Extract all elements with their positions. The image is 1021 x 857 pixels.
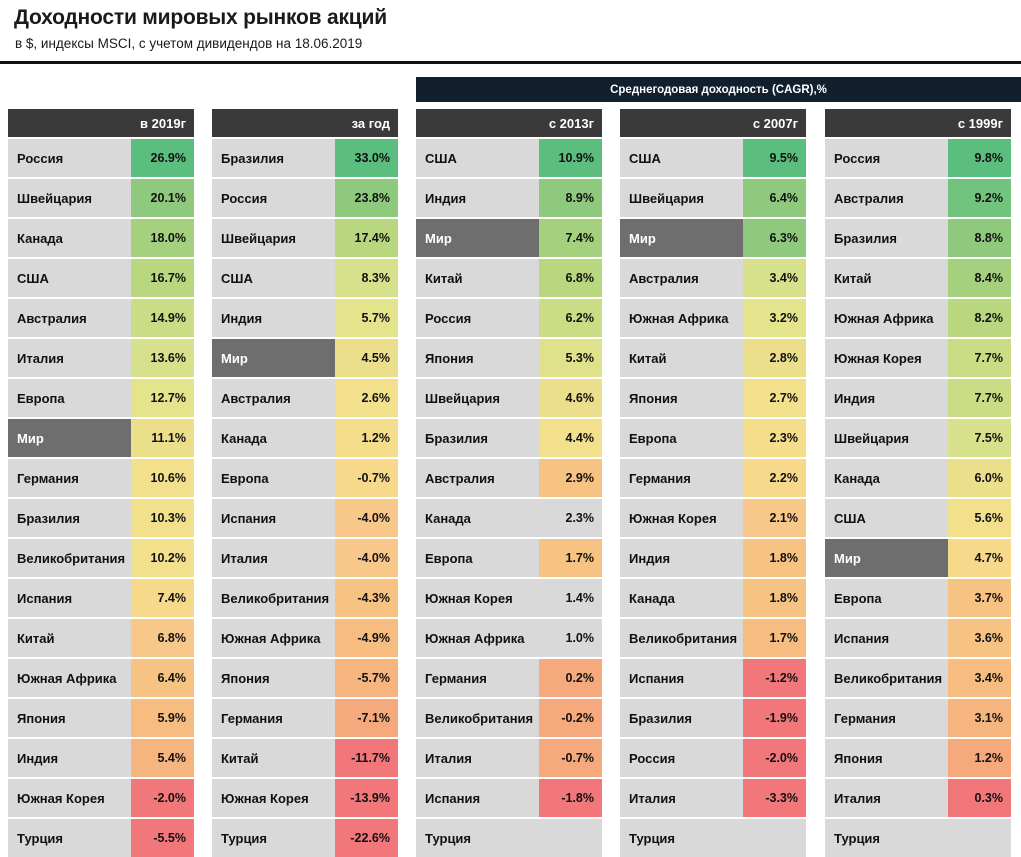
country-label: Великобритания bbox=[825, 659, 948, 697]
return-value: 0.3% bbox=[948, 779, 1011, 817]
table-row bbox=[212, 299, 398, 337]
return-value: 6.3% bbox=[743, 219, 806, 257]
country-label: Канада bbox=[620, 579, 743, 617]
country-label: Индия bbox=[212, 299, 335, 337]
table-row bbox=[825, 459, 1011, 497]
table-row bbox=[825, 379, 1011, 417]
table-row bbox=[825, 139, 1011, 177]
table-row bbox=[825, 539, 1011, 577]
table-row bbox=[825, 819, 1011, 857]
table-row bbox=[416, 659, 602, 697]
return-value: 5.9% bbox=[131, 699, 194, 737]
return-value: 10.6% bbox=[131, 459, 194, 497]
table-row bbox=[416, 139, 602, 177]
country-label: США bbox=[8, 259, 131, 297]
return-value: -4.3% bbox=[335, 579, 398, 617]
country-label: Турция bbox=[416, 819, 539, 857]
table-row bbox=[212, 779, 398, 817]
country-label: Испания bbox=[825, 619, 948, 657]
country-label: Индия bbox=[620, 539, 743, 577]
return-value: 1.2% bbox=[948, 739, 1011, 777]
table-row bbox=[825, 659, 1011, 697]
table-row bbox=[416, 179, 602, 217]
table-row bbox=[8, 739, 194, 777]
country-label: Бразилия bbox=[212, 139, 335, 177]
table-row bbox=[620, 459, 806, 497]
return-value: 7.4% bbox=[131, 579, 194, 617]
return-value: 5.4% bbox=[131, 739, 194, 777]
return-value: 23.8% bbox=[335, 179, 398, 217]
return-value: 1.0% bbox=[539, 619, 602, 657]
country-label: Китай bbox=[416, 259, 539, 297]
country-label: Бразилия bbox=[8, 499, 131, 537]
table-row bbox=[620, 379, 806, 417]
table-row bbox=[825, 579, 1011, 617]
table-row bbox=[620, 819, 806, 857]
table-row bbox=[620, 339, 806, 377]
return-value: 6.0% bbox=[948, 459, 1011, 497]
return-value: 26.9% bbox=[131, 139, 194, 177]
column-header: с 1999г bbox=[825, 109, 1011, 137]
page-title: Доходности мировых рынков акций bbox=[14, 6, 387, 29]
return-value bbox=[539, 819, 602, 857]
table-row bbox=[416, 499, 602, 537]
return-value bbox=[743, 819, 806, 857]
table-row bbox=[620, 699, 806, 737]
country-label: Китай bbox=[212, 739, 335, 777]
country-label: Россия bbox=[620, 739, 743, 777]
table-row bbox=[620, 499, 806, 537]
return-value: -1.2% bbox=[743, 659, 806, 697]
column-rows bbox=[8, 139, 194, 857]
country-label: Мир bbox=[620, 219, 743, 257]
country-label: Япония bbox=[825, 739, 948, 777]
country-label: Австралия bbox=[416, 459, 539, 497]
column-header: с 2013г bbox=[416, 109, 602, 137]
return-value: -11.7% bbox=[335, 739, 398, 777]
table-row bbox=[8, 299, 194, 337]
table-row bbox=[8, 179, 194, 217]
column-since-2013 bbox=[416, 109, 602, 857]
country-label: Канада bbox=[8, 219, 131, 257]
return-value: -22.6% bbox=[335, 819, 398, 857]
country-label: Австралия bbox=[620, 259, 743, 297]
table-row bbox=[825, 739, 1011, 777]
table-row bbox=[212, 339, 398, 377]
table-row bbox=[620, 579, 806, 617]
table-row bbox=[620, 419, 806, 457]
return-value: -5.7% bbox=[335, 659, 398, 697]
country-label: Италия bbox=[620, 779, 743, 817]
return-value: -4.0% bbox=[335, 539, 398, 577]
table-row bbox=[8, 579, 194, 617]
return-value: 6.4% bbox=[743, 179, 806, 217]
return-value: 1.2% bbox=[335, 419, 398, 457]
return-value: -2.0% bbox=[743, 739, 806, 777]
table-row bbox=[8, 699, 194, 737]
column-header: с 2007г bbox=[620, 109, 806, 137]
country-label: Испания bbox=[8, 579, 131, 617]
table-row bbox=[212, 139, 398, 177]
country-label: Южная Корея bbox=[416, 579, 539, 617]
table-row bbox=[825, 699, 1011, 737]
country-label: Италия bbox=[212, 539, 335, 577]
return-value: -2.0% bbox=[131, 779, 194, 817]
country-label: Австралия bbox=[825, 179, 948, 217]
country-label: Япония bbox=[620, 379, 743, 417]
return-value: 7.5% bbox=[948, 419, 1011, 457]
country-label: Бразилия bbox=[416, 419, 539, 457]
country-label: Швейцария bbox=[620, 179, 743, 217]
return-value: -7.1% bbox=[335, 699, 398, 737]
country-label: Канада bbox=[416, 499, 539, 537]
return-value: 9.2% bbox=[948, 179, 1011, 217]
country-label: Турция bbox=[825, 819, 948, 857]
table-row bbox=[8, 499, 194, 537]
country-label: Турция bbox=[620, 819, 743, 857]
country-label: Германия bbox=[212, 699, 335, 737]
return-value: 4.6% bbox=[539, 379, 602, 417]
return-value: 1.7% bbox=[743, 619, 806, 657]
page-subtitle: в $, индексы MSCI, с учетом дивидендов на 18.06.2019 bbox=[15, 36, 363, 51]
country-label: Швейцария bbox=[212, 219, 335, 257]
return-value: 3.7% bbox=[948, 579, 1011, 617]
table-row bbox=[416, 299, 602, 337]
return-value: 8.3% bbox=[335, 259, 398, 297]
table-row bbox=[825, 619, 1011, 657]
return-value: 7.4% bbox=[539, 219, 602, 257]
country-label: Германия bbox=[620, 459, 743, 497]
country-label: Европа bbox=[825, 579, 948, 617]
country-label: США bbox=[620, 139, 743, 177]
country-label: Индия bbox=[8, 739, 131, 777]
table-row bbox=[416, 419, 602, 457]
country-label: Южная Африка bbox=[416, 619, 539, 657]
return-value: 8.4% bbox=[948, 259, 1011, 297]
return-value: 16.7% bbox=[131, 259, 194, 297]
country-label: Италия bbox=[825, 779, 948, 817]
country-label: Мир bbox=[416, 219, 539, 257]
country-label: Швейцария bbox=[825, 419, 948, 457]
return-value: 3.6% bbox=[948, 619, 1011, 657]
table-row bbox=[8, 139, 194, 177]
country-label: Китай bbox=[620, 339, 743, 377]
return-value: 4.5% bbox=[335, 339, 398, 377]
country-label: Южная Африка bbox=[212, 619, 335, 657]
table-row bbox=[8, 539, 194, 577]
table-row bbox=[416, 819, 602, 857]
country-label: Канада bbox=[212, 419, 335, 457]
return-value: 3.1% bbox=[948, 699, 1011, 737]
table-row bbox=[8, 619, 194, 657]
table-row bbox=[212, 379, 398, 417]
table-row bbox=[8, 339, 194, 377]
table-row bbox=[825, 219, 1011, 257]
table-row bbox=[620, 139, 806, 177]
table-row bbox=[416, 539, 602, 577]
country-label: Турция bbox=[8, 819, 131, 857]
return-value: 9.8% bbox=[948, 139, 1011, 177]
table-row bbox=[620, 739, 806, 777]
column-rows bbox=[620, 139, 806, 857]
table-row bbox=[8, 419, 194, 457]
table-row bbox=[620, 659, 806, 697]
country-label: Европа bbox=[620, 419, 743, 457]
country-label: Австралия bbox=[212, 379, 335, 417]
column-header: за год bbox=[212, 109, 398, 137]
return-value: 17.4% bbox=[335, 219, 398, 257]
return-value: 13.6% bbox=[131, 339, 194, 377]
country-label: Великобритания bbox=[620, 619, 743, 657]
country-label: Япония bbox=[8, 699, 131, 737]
return-value: 10.2% bbox=[131, 539, 194, 577]
table-row bbox=[212, 219, 398, 257]
country-label: Германия bbox=[8, 459, 131, 497]
country-label: Европа bbox=[8, 379, 131, 417]
return-value: 5.6% bbox=[948, 499, 1011, 537]
table-row bbox=[416, 579, 602, 617]
table-row bbox=[212, 579, 398, 617]
table-row bbox=[825, 259, 1011, 297]
table-row bbox=[416, 379, 602, 417]
table-row bbox=[416, 779, 602, 817]
country-label: Великобритания bbox=[8, 539, 131, 577]
country-label: Южная Корея bbox=[620, 499, 743, 537]
table-row bbox=[416, 619, 602, 657]
return-value: -4.9% bbox=[335, 619, 398, 657]
return-value: -0.7% bbox=[539, 739, 602, 777]
country-label: Италия bbox=[8, 339, 131, 377]
table-row bbox=[212, 739, 398, 777]
country-label: Южная Корея bbox=[212, 779, 335, 817]
country-label: Швейцария bbox=[8, 179, 131, 217]
return-value: 9.5% bbox=[743, 139, 806, 177]
table-row bbox=[825, 499, 1011, 537]
table-row bbox=[416, 259, 602, 297]
country-label: Россия bbox=[212, 179, 335, 217]
return-value: 6.2% bbox=[539, 299, 602, 337]
country-label: Турция bbox=[212, 819, 335, 857]
table-row bbox=[212, 819, 398, 857]
return-value: 8.2% bbox=[948, 299, 1011, 337]
return-value: 5.7% bbox=[335, 299, 398, 337]
country-label: Великобритания bbox=[212, 579, 335, 617]
return-value: 4.7% bbox=[948, 539, 1011, 577]
table-row bbox=[620, 219, 806, 257]
return-value: 10.9% bbox=[539, 139, 602, 177]
return-value: -1.9% bbox=[743, 699, 806, 737]
cagr-band-label: Среднегодовая доходность (CAGR),% bbox=[416, 77, 1021, 102]
return-value: 5.3% bbox=[539, 339, 602, 377]
country-label: Германия bbox=[825, 699, 948, 737]
return-value: 7.7% bbox=[948, 339, 1011, 377]
return-value: 11.1% bbox=[131, 419, 194, 457]
return-value: 6.8% bbox=[539, 259, 602, 297]
return-value: 4.4% bbox=[539, 419, 602, 457]
table-row bbox=[825, 179, 1011, 217]
return-value: -5.5% bbox=[131, 819, 194, 857]
country-label: США bbox=[825, 499, 948, 537]
country-label: Южная Корея bbox=[8, 779, 131, 817]
table-row bbox=[416, 219, 602, 257]
return-value: 14.9% bbox=[131, 299, 194, 337]
table-row bbox=[620, 539, 806, 577]
return-value: 2.2% bbox=[743, 459, 806, 497]
return-value: 2.8% bbox=[743, 339, 806, 377]
table-row bbox=[212, 699, 398, 737]
column-rows bbox=[825, 139, 1011, 857]
return-value: 33.0% bbox=[335, 139, 398, 177]
country-label: Бразилия bbox=[620, 699, 743, 737]
return-value: 1.4% bbox=[539, 579, 602, 617]
country-label: Южная Африка bbox=[825, 299, 948, 337]
country-label: Индия bbox=[416, 179, 539, 217]
return-value: 1.8% bbox=[743, 579, 806, 617]
return-value: 10.3% bbox=[131, 499, 194, 537]
table-row bbox=[416, 699, 602, 737]
table-row bbox=[8, 259, 194, 297]
return-value: 20.1% bbox=[131, 179, 194, 217]
country-label: Япония bbox=[416, 339, 539, 377]
country-label: Россия bbox=[825, 139, 948, 177]
table-row bbox=[620, 179, 806, 217]
country-label: Италия bbox=[416, 739, 539, 777]
table-row bbox=[212, 179, 398, 217]
table-row bbox=[212, 499, 398, 537]
return-value: 3.2% bbox=[743, 299, 806, 337]
country-label: Индия bbox=[825, 379, 948, 417]
return-value: 7.7% bbox=[948, 379, 1011, 417]
table-row bbox=[416, 739, 602, 777]
return-value: 6.8% bbox=[131, 619, 194, 657]
country-label: Австралия bbox=[8, 299, 131, 337]
country-label: Россия bbox=[8, 139, 131, 177]
return-value: 0.2% bbox=[539, 659, 602, 697]
column-2019 bbox=[8, 109, 194, 857]
return-value: 1.7% bbox=[539, 539, 602, 577]
return-value: 1.8% bbox=[743, 539, 806, 577]
table-row bbox=[212, 539, 398, 577]
table-row bbox=[212, 459, 398, 497]
table-row bbox=[8, 659, 194, 697]
return-value: 12.7% bbox=[131, 379, 194, 417]
country-label: Испания bbox=[416, 779, 539, 817]
country-label: Швейцария bbox=[416, 379, 539, 417]
return-value: -4.0% bbox=[335, 499, 398, 537]
country-label: Южная Африка bbox=[8, 659, 131, 697]
country-label: Испания bbox=[212, 499, 335, 537]
table-row bbox=[825, 419, 1011, 457]
country-label: Бразилия bbox=[825, 219, 948, 257]
table-row bbox=[620, 259, 806, 297]
return-value: 3.4% bbox=[948, 659, 1011, 697]
country-label: США bbox=[416, 139, 539, 177]
table-row bbox=[620, 779, 806, 817]
column-since-2007 bbox=[620, 109, 806, 857]
table-row bbox=[8, 459, 194, 497]
table-row bbox=[825, 779, 1011, 817]
country-label: Южная Корея bbox=[825, 339, 948, 377]
country-label: Южная Африка bbox=[620, 299, 743, 337]
return-value bbox=[948, 819, 1011, 857]
table-row bbox=[212, 419, 398, 457]
country-label: Европа bbox=[212, 459, 335, 497]
return-value: -1.8% bbox=[539, 779, 602, 817]
country-label: Европа bbox=[416, 539, 539, 577]
country-label: Россия bbox=[416, 299, 539, 337]
country-label: Мир bbox=[212, 339, 335, 377]
return-value: -3.3% bbox=[743, 779, 806, 817]
column-header: в 2019г bbox=[8, 109, 194, 137]
table-row bbox=[825, 299, 1011, 337]
return-value: 2.9% bbox=[539, 459, 602, 497]
return-value: 2.6% bbox=[335, 379, 398, 417]
return-value: 3.4% bbox=[743, 259, 806, 297]
return-value: 18.0% bbox=[131, 219, 194, 257]
country-label: Китай bbox=[8, 619, 131, 657]
return-value: 2.1% bbox=[743, 499, 806, 537]
return-value: 2.3% bbox=[539, 499, 602, 537]
country-label: Канада bbox=[825, 459, 948, 497]
return-value: -13.9% bbox=[335, 779, 398, 817]
return-value: -0.2% bbox=[539, 699, 602, 737]
country-label: США bbox=[212, 259, 335, 297]
country-label: Германия bbox=[416, 659, 539, 697]
return-value: 2.3% bbox=[743, 419, 806, 457]
column-rows bbox=[212, 139, 398, 857]
table-row bbox=[416, 339, 602, 377]
country-label: Мир bbox=[825, 539, 948, 577]
country-label: Япония bbox=[212, 659, 335, 697]
table-row bbox=[212, 259, 398, 297]
column-rows bbox=[416, 139, 602, 857]
table-row bbox=[8, 219, 194, 257]
return-value: 2.7% bbox=[743, 379, 806, 417]
return-value: -0.7% bbox=[335, 459, 398, 497]
table-row bbox=[8, 779, 194, 817]
country-label: Мир bbox=[8, 419, 131, 457]
table-row bbox=[212, 619, 398, 657]
return-value: 8.8% bbox=[948, 219, 1011, 257]
column-year bbox=[212, 109, 398, 857]
table-row bbox=[416, 459, 602, 497]
title-divider bbox=[0, 61, 1021, 64]
return-value: 8.9% bbox=[539, 179, 602, 217]
country-label: Испания bbox=[620, 659, 743, 697]
table-row bbox=[8, 819, 194, 857]
table-row bbox=[620, 619, 806, 657]
country-label: Китай bbox=[825, 259, 948, 297]
return-value: 6.4% bbox=[131, 659, 194, 697]
country-label: Великобритания bbox=[416, 699, 539, 737]
column-since-1999 bbox=[825, 109, 1011, 857]
table-row bbox=[8, 379, 194, 417]
table-row bbox=[212, 659, 398, 697]
table-row bbox=[620, 299, 806, 337]
table-row bbox=[825, 339, 1011, 377]
